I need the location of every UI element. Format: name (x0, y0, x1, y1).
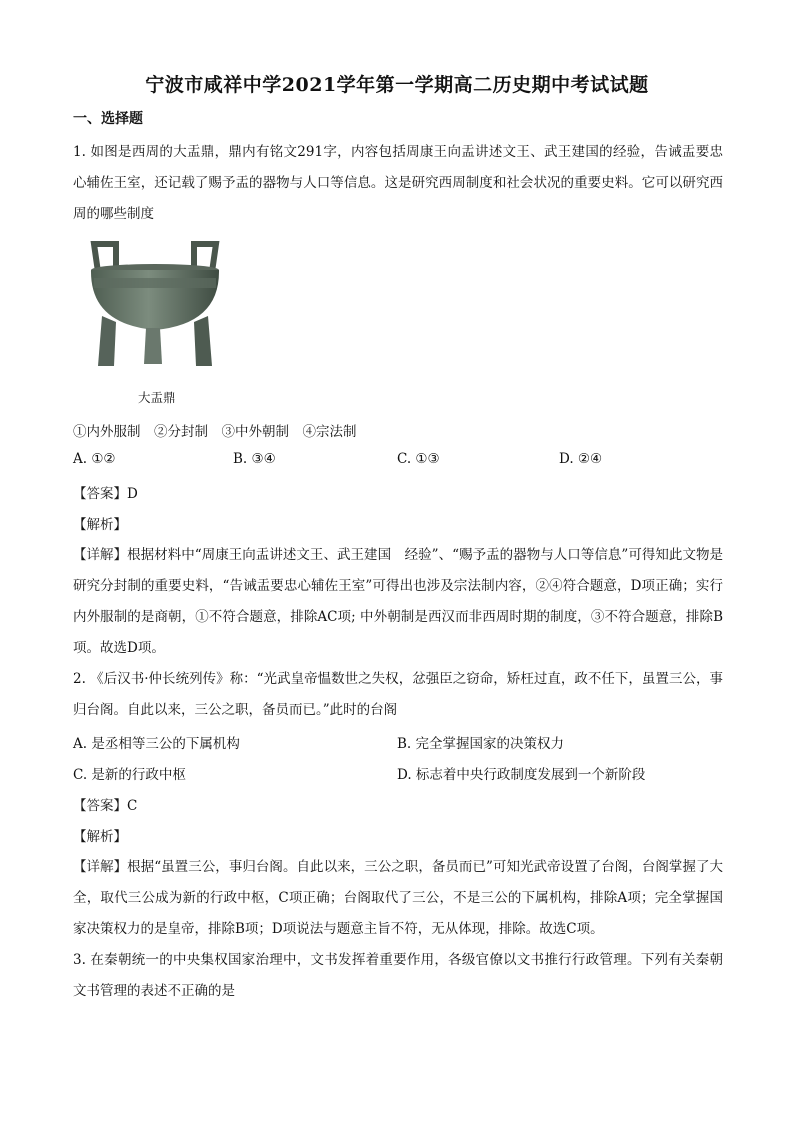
detail-tag: 【详解】 (73, 547, 128, 563)
q2-option-c[interactable]: C. 是新的行政中枢 (73, 767, 186, 783)
figure-caption: 大盂鼎 (138, 390, 176, 405)
q2-option-b[interactable]: B. 完全掌握国家的决策权力 (397, 736, 565, 752)
section-heading: 一、选择题 (73, 111, 143, 127)
q1-option-c[interactable]: C. ①③ (397, 451, 440, 467)
q2-analysis-tag: 【解析】 (73, 829, 127, 845)
answer-tag: 【答案】 (73, 486, 127, 502)
q2-option-d[interactable]: D. 标志着中央行政制度发展到一个新阶段 (397, 767, 646, 783)
q2-detail (73, 852, 723, 945)
q1-option-b[interactable]: B. ③④ (233, 451, 276, 467)
q1-stem: 1. 如图是西周的大盂鼎，鼎内有铭文291字，内容包括周康王向盂讲述文王、武王建国的经验，告诫盂要忠心辅佐王室，还记载了赐予盂的器物与人口等信息。这是研究西周制度和社会状况的重要史料。它可以研究西周的哪些制度 (73, 144, 723, 222)
q1-answer (73, 482, 138, 502)
page-title: 宁波市咸祥中学2021学年第一学期高二历史期中考试试题 (145, 74, 649, 96)
q1-options (73, 451, 723, 482)
detail-text: 根据“虽置三公，事归台阁。自此以来，三公之职，备员而已”可知光武帝设置了台阁，台阁掌握了大全，取代三公成为新的行政中枢，C项正确；台阁取代了三公，不是三公的下属机构，排除A项；完全掌握国家决策权力的是皇帝，排除B项；D项说法与题意主旨不符，无从体现，排除。故选C项。 (73, 859, 723, 937)
answer-value: D (127, 486, 138, 502)
q2-option-a[interactable]: A. 是丞相等三公的下属机构 (73, 736, 240, 752)
q1-option-d[interactable]: D. ②④ (559, 451, 603, 467)
q1-analysis-tag: 【解析】 (73, 517, 127, 533)
answer-value: C (127, 798, 138, 814)
da-yu-ding-image (80, 238, 230, 378)
answer-tag: 【答案】 (73, 798, 127, 814)
bronze-ding-illustration (80, 238, 230, 378)
detail-text: 根据材料中“周康王向盂讲述文王、武王建国 经验”、“赐予盂的器物与人口等信息”可得知此文物是研究分封制的重要史料，“告诫盂要忠心辅佐王室”可得出也涉及宗法制内容，②④符合题意，D项正确；实行内外服制的是商朝，①不符合题意，排除AC项; 中外朝制是西汉而非西周时期的制度，③不符合题意，排除B项。故选D项。 (73, 547, 724, 656)
detail-tag: 【详解】 (73, 859, 128, 875)
q3-stem: 3. 在秦朝统一的中央集权国家治理中，文书发挥着重要作用，各级官僚以文书推行行政管理。下列有关秦朝文书管理的表述不正确的是 (73, 952, 723, 999)
q1-option-a[interactable]: A. ①② (73, 451, 116, 467)
q2-answer (73, 794, 137, 814)
q2-stem: 2. 《后汉书·仲长统列传》称：“光武皇帝愠数世之失权，忿强臣之窃命，矫枉过直，政不任下，虽置三公，事归台阁。自此以来，三公之职，备员而已。”此时的台阁 (73, 671, 723, 718)
q1-detail (73, 540, 723, 664)
q1-items: ①内外服制 ②分封制 ③中外朝制 ④宗法制 (73, 424, 357, 440)
q2-options-row2 (73, 763, 723, 794)
q2-options-row1 (73, 732, 723, 763)
